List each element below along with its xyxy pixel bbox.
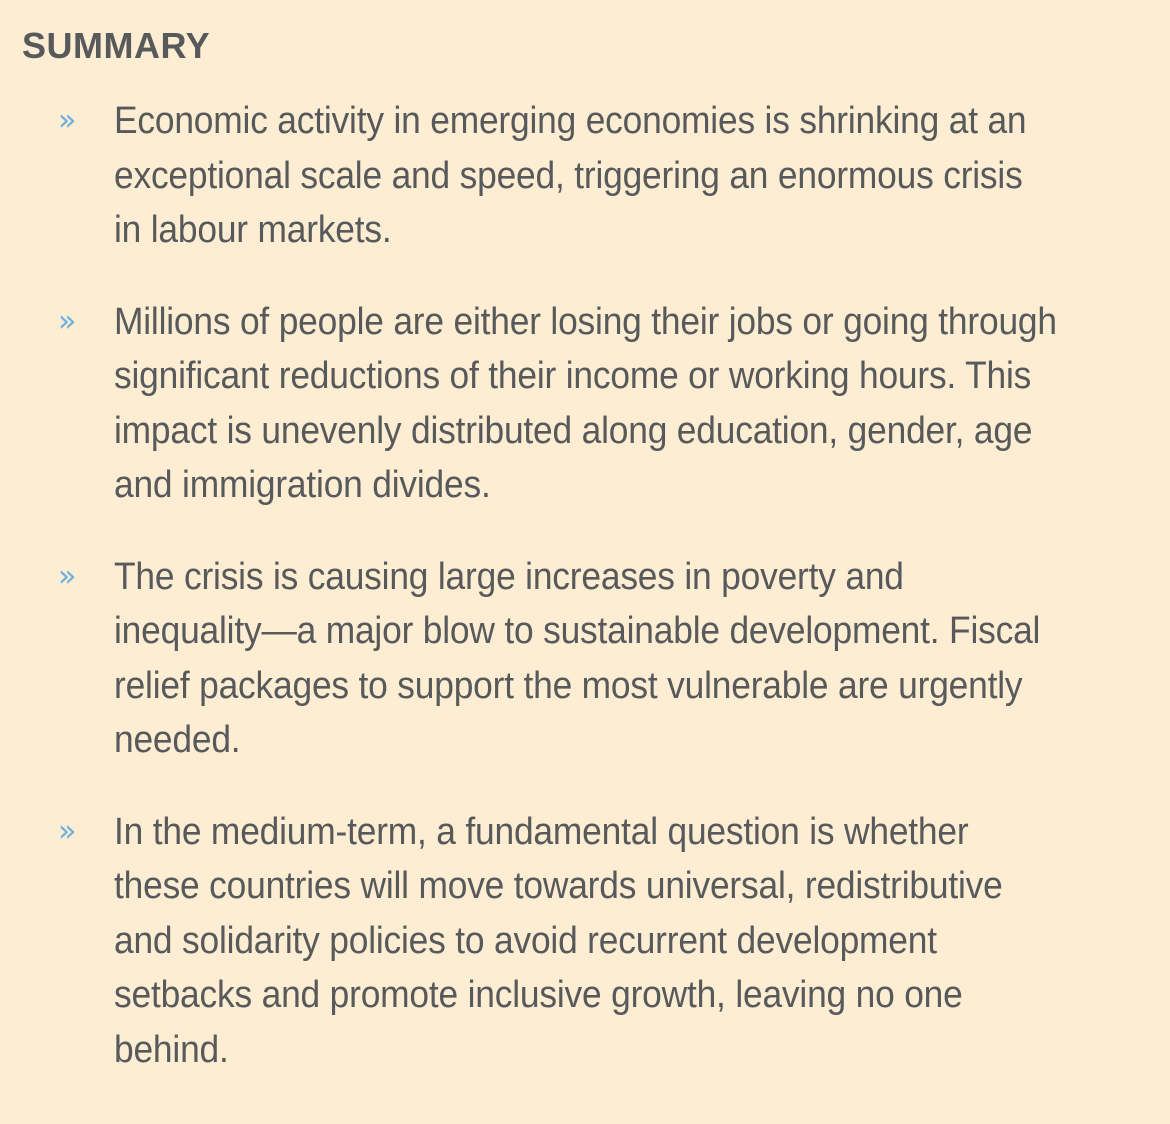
bullet-text: Millions of people are either losing their jobs or going through significant reductions of their income or working hours. This impact is unevenly distributed along education, gender, age and immigration divides.	[114, 300, 1057, 506]
summary-list	[22, 94, 1130, 1077]
list-item	[22, 550, 1130, 768]
bullet-text: Economic activity in emerging economies is shrinking at an exceptional scale and speed, triggering an enormous crisis in labour markets.	[114, 100, 1027, 251]
list-item	[22, 805, 1130, 1078]
bullet-text: The crisis is causing large increases in poverty and inequality—a major blow to sustainable development. Fiscal relief packages to support the most vulnerable are urgently needed.	[114, 555, 1041, 761]
summary-title: SUMMARY	[22, 25, 211, 66]
list-item	[22, 94, 1130, 258]
double-chevron-right-icon: »	[58, 558, 77, 594]
double-chevron-right-icon: »	[58, 813, 77, 849]
list-item	[22, 295, 1130, 513]
double-chevron-right-icon: »	[58, 103, 77, 138]
bullet-text: In the medium-term, a fundamental question is whether these countries will move towards universal, redistributive and solidarity policies to avoid recurrent development setbacks and promote inclusive growth, leaving no one behind.	[114, 810, 1003, 1071]
double-chevron-right-icon: »	[58, 303, 77, 339]
